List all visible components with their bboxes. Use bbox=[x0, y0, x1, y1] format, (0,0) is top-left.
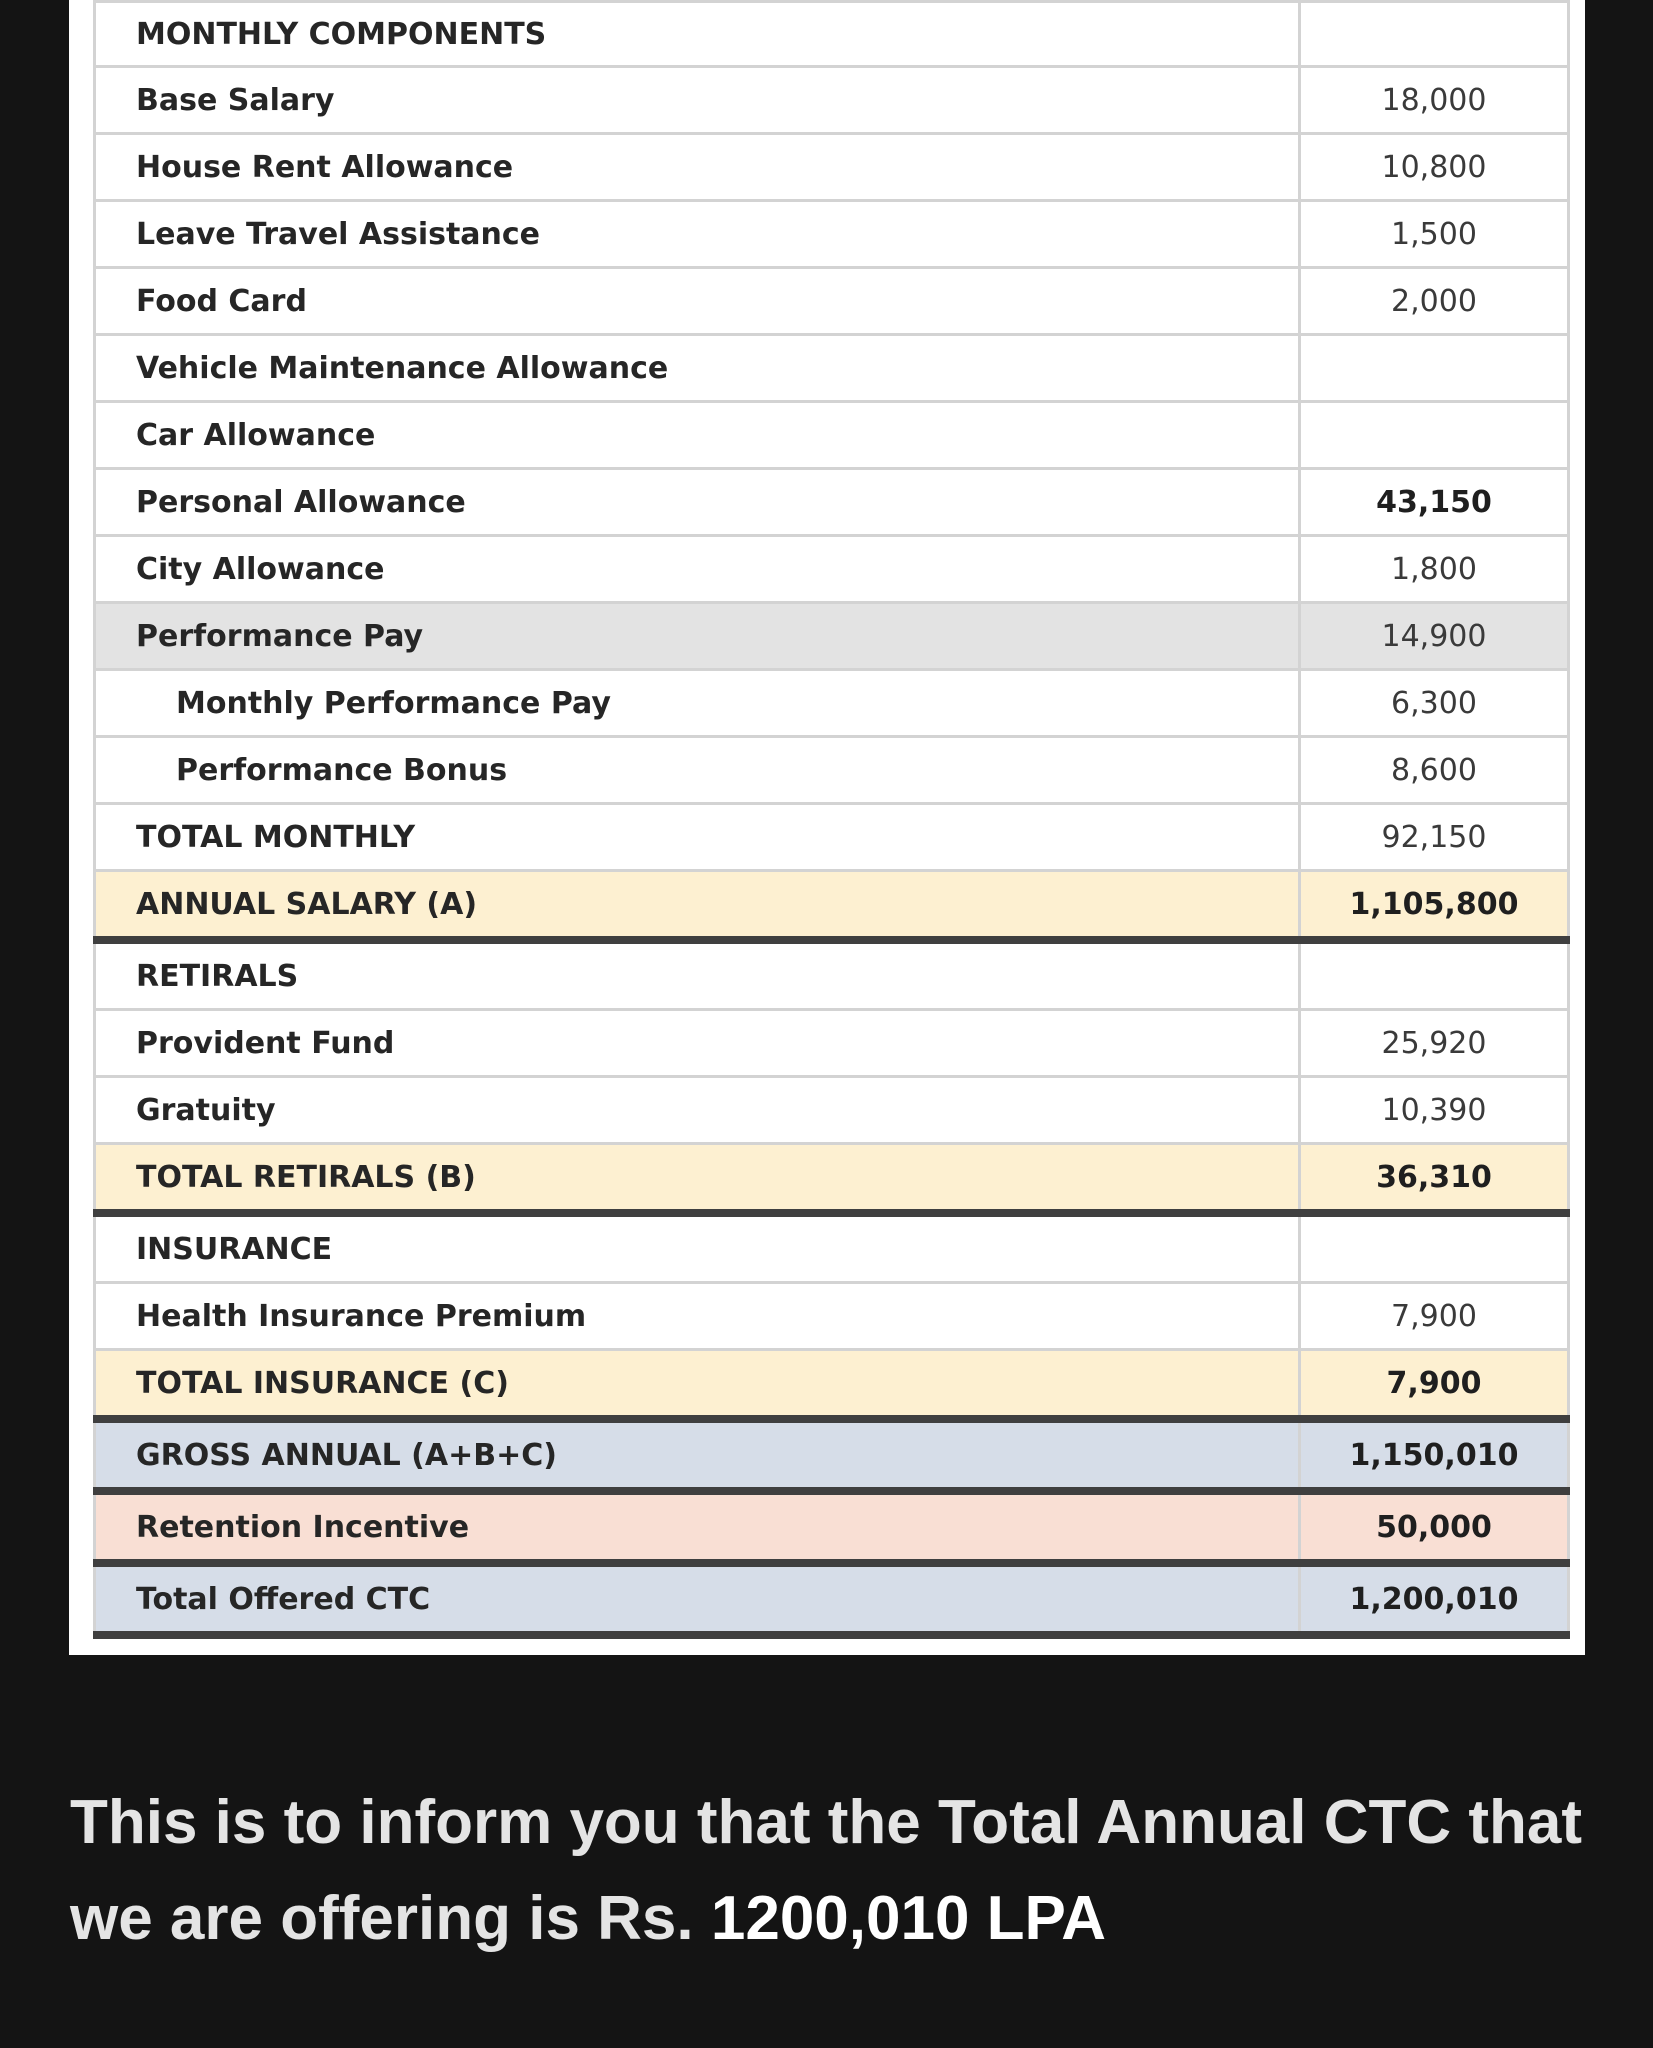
value-cell bbox=[1300, 2, 1569, 67]
section-header-insurance: INSURANCE bbox=[95, 1213, 1300, 1283]
table-row-sub-item bbox=[95, 670, 1569, 737]
value-cell: 10,390 bbox=[1300, 1077, 1569, 1144]
table-row bbox=[95, 201, 1569, 268]
value-cell: 1,105,800 bbox=[1300, 871, 1569, 941]
table-row bbox=[95, 67, 1569, 134]
value-cell: 36,310 bbox=[1300, 1144, 1569, 1214]
table-row-total-monthly bbox=[95, 804, 1569, 871]
row-label: ANNUAL SALARY (A) bbox=[95, 871, 1300, 941]
table-row-total-retirals bbox=[95, 1144, 1569, 1214]
value-cell bbox=[1300, 402, 1569, 469]
table-row-performance-pay bbox=[95, 603, 1569, 670]
row-label: Total Offered CTC bbox=[95, 1563, 1300, 1635]
row-label: Food Card bbox=[95, 268, 1300, 335]
table-row-sub-item bbox=[95, 737, 1569, 804]
table-row-gross-annual bbox=[95, 1419, 1569, 1491]
ctc-breakup-table bbox=[93, 0, 1570, 1639]
row-label: GROSS ANNUAL (A+B+C) bbox=[95, 1419, 1300, 1491]
section-header-retirals: RETIRALS bbox=[95, 940, 1300, 1010]
row-label: Car Allowance bbox=[95, 402, 1300, 469]
value-cell: 7,900 bbox=[1300, 1283, 1569, 1350]
value-cell: 1,500 bbox=[1300, 201, 1569, 268]
table-row bbox=[95, 335, 1569, 402]
row-label: Performance Bonus bbox=[95, 737, 1300, 804]
table-row-total-insurance bbox=[95, 1350, 1569, 1420]
row-label: House Rent Allowance bbox=[95, 134, 1300, 201]
table-row bbox=[95, 469, 1569, 536]
table-row-total-offered-ctc bbox=[95, 1563, 1569, 1635]
section-header-row bbox=[95, 940, 1569, 1010]
table-row bbox=[95, 1283, 1569, 1350]
row-label: Base Salary bbox=[95, 67, 1300, 134]
table-row bbox=[95, 134, 1569, 201]
value-cell: 6,300 bbox=[1300, 670, 1569, 737]
value-cell: 7,900 bbox=[1300, 1350, 1569, 1420]
value-cell: 10,800 bbox=[1300, 134, 1569, 201]
row-label: Gratuity bbox=[95, 1077, 1300, 1144]
row-label: Personal Allowance bbox=[95, 469, 1300, 536]
table-row bbox=[95, 2, 1569, 67]
value-cell: 2,000 bbox=[1300, 268, 1569, 335]
value-cell: 8,600 bbox=[1300, 737, 1569, 804]
row-label: City Allowance bbox=[95, 536, 1300, 603]
table-row bbox=[95, 268, 1569, 335]
value-cell: 25,920 bbox=[1300, 1010, 1569, 1077]
table-row bbox=[95, 1077, 1569, 1144]
offer-caption-text bbox=[70, 1775, 1600, 1967]
value-cell: 1,150,010 bbox=[1300, 1419, 1569, 1491]
value-cell: 92,150 bbox=[1300, 804, 1569, 871]
ctc-amount: 1200,010 LPA bbox=[710, 1884, 1107, 1953]
row-label: Provident Fund bbox=[95, 1010, 1300, 1077]
value-cell: 1,200,010 bbox=[1300, 1563, 1569, 1635]
table-row bbox=[95, 1010, 1569, 1077]
value-cell bbox=[1300, 335, 1569, 402]
section-header-row bbox=[95, 1213, 1569, 1283]
value-cell bbox=[1300, 1213, 1569, 1283]
row-label: TOTAL INSURANCE (C) bbox=[95, 1350, 1300, 1420]
value-cell: 50,000 bbox=[1300, 1491, 1569, 1563]
row-label: Health Insurance Premium bbox=[95, 1283, 1300, 1350]
row-label: TOTAL MONTHLY bbox=[95, 804, 1300, 871]
section-header-monthly-components: MONTHLY COMPONENTS bbox=[95, 2, 1300, 67]
value-cell: 14,900 bbox=[1300, 603, 1569, 670]
caption-text: This is to inform you that the Total Annual CTC that we are offering is Rs. bbox=[70, 1788, 1583, 1953]
table-row bbox=[95, 402, 1569, 469]
row-label: Performance Pay bbox=[95, 603, 1300, 670]
row-label: Vehicle Maintenance Allowance bbox=[95, 335, 1300, 402]
value-cell: 43,150 bbox=[1300, 469, 1569, 536]
table-row-retention-incentive bbox=[95, 1491, 1569, 1563]
value-cell bbox=[1300, 940, 1569, 1010]
row-label: Retention Incentive bbox=[95, 1491, 1300, 1563]
row-label: Monthly Performance Pay bbox=[95, 670, 1300, 737]
value-cell: 1,800 bbox=[1300, 536, 1569, 603]
value-cell: 18,000 bbox=[1300, 67, 1569, 134]
table-row bbox=[95, 536, 1569, 603]
salary-breakup-sheet bbox=[69, 0, 1585, 1655]
table-row-annual-salary bbox=[95, 871, 1569, 941]
row-label: TOTAL RETIRALS (B) bbox=[95, 1144, 1300, 1214]
row-label: Leave Travel Assistance bbox=[95, 201, 1300, 268]
